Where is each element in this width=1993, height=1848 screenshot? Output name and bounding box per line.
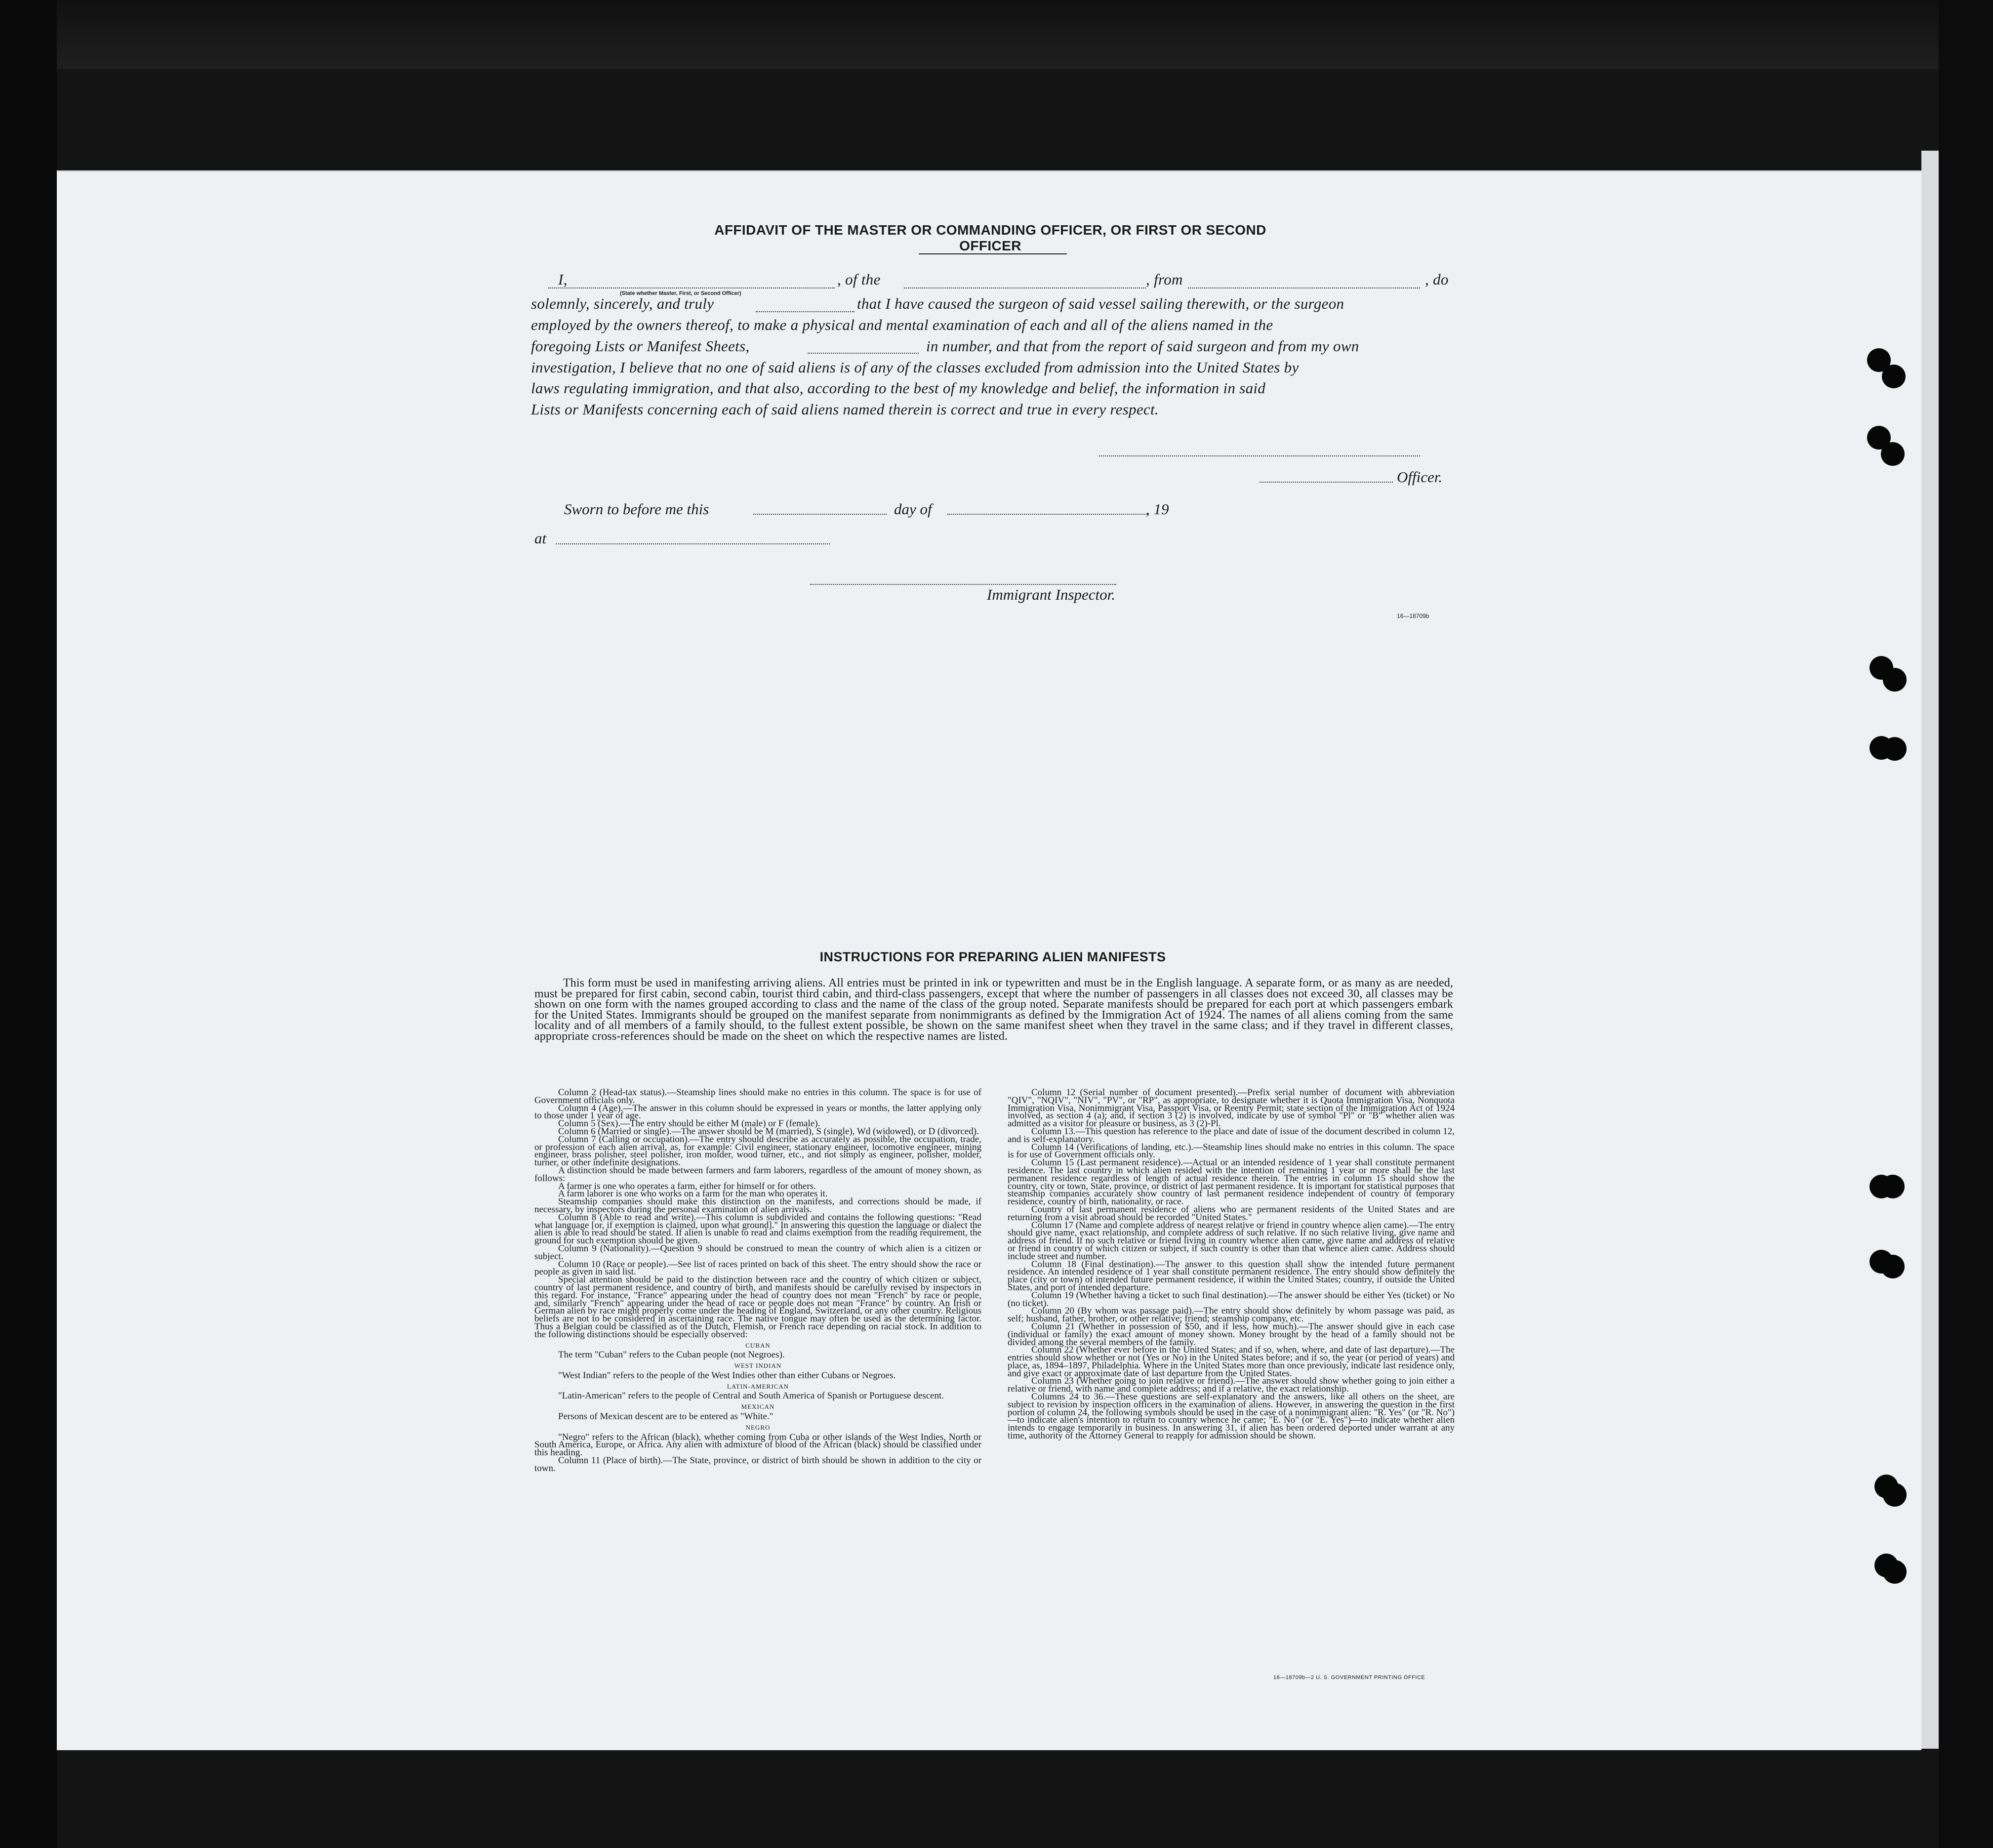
instruction-paragraph: Column 12 (Serial number of document presented).—Prefix serial number of document with abbreviation "QIV", "NQIV", "NIV", "PV", or "RP", as appropriate, to designate whether it is Quota Immigration Visa, Nonquota Immigration Visa, Nonimmigrant Visa, Passport Visa, or Reentry Permit; state section of the Immigration Act of 1924 involved, as section 4 (a); and, if section 3 (2) is involved, indicate by use of symbol "Pl" or "B" whether alien was admitted as a visitor for pleasure or business, as 3 (2)-Pl. [1008, 1087, 1455, 1129]
definition-mexican: Persons of Mexican descent are to be entered as "White." [558, 1411, 773, 1422]
definition-negro: "Negro" refers to the African (black), whether coming from Cuba or other islands of the West Indies, North or South America, Europe, or Africa. Any alien with admixture of blood of the African (black) should be classified under this heading. [534, 1432, 981, 1458]
affidavit-of-the: , of the [837, 271, 881, 288]
instruction-paragraph: Column 15 (Last permanent residence).—Actual or an intended residence of 1 year shall constitute permanent residence. The last country in which alien resided with the intention of remaining 1 year or more shall be the last permanent residence regardless of length of actual residence therein. The entries in column 15 should show the country, city or town, State, province, or district of last permanent residence. It is important for statistical purposes that steamship companies accurately show country of last permanent residence independent of country of temporary residence, country of birth, nationality, or race. [1008, 1157, 1455, 1207]
affidavit-i: I, [558, 271, 568, 288]
affidavit-solemnly: solemnly, sincerely, and truly [531, 295, 714, 312]
inspector-label: Immigrant Inspector. [987, 586, 1116, 603]
instruction-paragraph: Columns 24 to 36.—These questions are self-explanatory and the answers, like all others on the sheet, are subject to revision by inspection officers in the examination of aliens. However, in answering the question in the first portion of column 24, the following symbols should be used in the case of a nonimmigrant alien: "R. Yes" (or "R. No")—to indicate alien's intention to return to country whence he came; "E. No" (or "E. Yes")—to indicate whether alien intends to engage temporarily in business. In answering 31, if alien has been ordered deported under warrant at any time, authority of the Attorney General to reapply for admission should be shown. [1008, 1392, 1455, 1441]
instructions-intro: This form must be used in manifesting arriving aliens. All entries must be printed in ink or typewritten and must be in the English language. A separate form, or as many as are needed, must be prepared for first cabin, second cabin, tourist third cabin, and third-class passengers, except that where the number of passengers in all classes does not exceed 30, all classes may be shown on one form with the names grouped according to class and the name of the class of the group noted. Separate manifests should be prepared for each port at which passengers embark for the United States. Immigrants should be grouped on the manifest separate from nonimmigrants as defined by the Immigration Act of 1924. The names of all aliens coming from the same locality and of all members of a family should, to the fullest extent possible, be shown on the same manifest sheet when they travel in the same class; and if they travel in different classes, appropriate cross-references should be made on the sheet on which the respective names are listed. [534, 977, 1453, 1043]
affidavit-do: , do [1425, 271, 1449, 288]
vessel-name-blank[interactable] [904, 287, 1146, 288]
definition-west-indian: "West Indian" refers to the people of the West Indies other than either Cubans or Negroes. [558, 1370, 896, 1381]
printing-office-footer: 16—18709b—2 U. S. GOVERNMENT PRINTING OFFICE [1273, 1675, 1425, 1681]
heading-west-indian: WEST INDIAN [734, 1362, 782, 1370]
punch-hole-icon [1883, 1483, 1907, 1507]
affidavit-line-5: investigation, I believe that no one of said aliens is of any of the classes excluded from admission into the United States by [531, 359, 1299, 376]
instruction-paragraph: Column 8 (Able to read and write).—This column is subdivided and contains the following questions: "Read what language [or, if exemption is claimed, upon what ground]." In answering this question the language or dialect the alien is able to read should be stated. If alien is unable to read and claims exemption from the reading requirement, the ground for such exemption should be given. [534, 1212, 981, 1246]
heading-cuban: CUBAN [745, 1341, 771, 1349]
instruction-paragraph: Column 4 (Age).—The answer in this column should be expressed in years or months, the latter applying only to those under 1 year of age. [534, 1103, 981, 1121]
port-from-blank[interactable] [1188, 287, 1420, 288]
instruction-paragraph: Special attention should be paid to the distinction between race and the country of which citizen or subject, country of last permanent residence, and country of birth, and manifests should be carefully revised by inspectors in this regard. For instance, "France" appearing under the head of country does not mean "French" by race or people, and, similarly "French" appearing under the head of race or people does not mean "France" by country. An Irish or German alien by race might properly come under the heading of England, Switzerland, or any other country. Religious beliefs are not to be considered in ascertaining race. The native tongue may often be used as the determining factor. Thus a Belgian could be classified as of the Dutch, Flemish, or French race depending on racial stock. In addition to the following distinctions should be especially observed: [534, 1274, 981, 1340]
instructions-right-column [1008, 1089, 1455, 1440]
punch-hole-icon [1883, 1560, 1907, 1584]
sworn-label: Sworn to before me this [564, 500, 709, 518]
instruction-paragraph: Column 21 (Whether in possession of $50, and if less, how much).—The answer should give in each case (individual or family) the exact amount of money shown. Money brought by the head of a family should not be divided among the several members of the family. [1008, 1321, 1455, 1348]
instruction-paragraph: Column 22 (Whether ever before in the United States; and if so, when, where, and date of last departure).—The entries should show whether or not (Yes or No) in the United States before; and if so, the year (or period of years) and place, as, 1894–1897, Philadelphia. Where in the United States more than once previously, indicate last residence only, and give exact or approximate date of last departure from the United States. [1008, 1345, 1455, 1379]
punch-hole-icon [1881, 442, 1905, 466]
punch-hole-icon [1881, 1175, 1905, 1198]
instruction-paragraph: Column 20 (By whom was passage paid).—The entry should show definitely by whom passage was paid, as self; husband, father, brother, or other relative; friend; steamship company, etc. [1008, 1306, 1455, 1324]
instruction-paragraph: Column 6 (Married or single).—The answer should be M (married), S (single), Wd (widowed), or D (divorced). [558, 1126, 979, 1137]
instructions-title: INSTRUCTIONS FOR PREPARING ALIEN MANIFESTS [819, 949, 1166, 964]
year-label: , 19 [1146, 500, 1169, 518]
oath-type-blank[interactable] [756, 311, 854, 312]
instruction-paragraph: Column 13.—This question has reference to the place and date of issue of the document described in column 12, and is self-explanatory. [1008, 1126, 1455, 1145]
form-number: 16—18709b [1397, 613, 1429, 619]
affidavit-in-number: in number, and that from the report of said surgeon and from my own [926, 337, 1359, 355]
instruction-paragraph: Column 11 (Place of birth).—The State, province, or district of birth should be shown in addition to the city or town. [534, 1455, 981, 1474]
film-border-left [0, 0, 57, 1848]
definition-cuban: The term "Cuban" refers to the Cuban people (not Negroes). [558, 1350, 785, 1360]
title-rule [919, 253, 1067, 254]
affidavit-line-7: Lists or Manifests concerning each of said aliens named therein is correct and true in every respect. [531, 401, 1159, 418]
instruction-paragraph: Column 23 (Whether going to join relative or friend).—The answer should show whether going to join either a relative or friend, with name and complete address; and if a relative, the exact relationship. [1008, 1376, 1455, 1395]
inspector-signature-line[interactable] [810, 584, 1116, 585]
officer-rank-note: (State whether Master, First, or Second Officer) [620, 290, 741, 296]
sworn-month-blank[interactable] [947, 514, 1147, 515]
instruction-paragraph: Column 17 (Name and complete address of nearest relative or friend in country whence alien came).—The entry should give name, exact relationship, and complete address of such relative. If no such relative living, give name and address of friend. If no such relative or friend living in country whence alien came, give name and address of relative or friend in country of which citizen or subject, if such country is other than that whence alien came. Address should include street and number. [1008, 1220, 1455, 1262]
instruction-paragraph: Column 14 (Verifications of landing, etc.).—Steamship lines should make no entries in this column. The space is for use of Government officials only. [1008, 1142, 1455, 1160]
page-edge [1921, 151, 1939, 1749]
instruction-paragraph: Column 18 (Final destination).—The answer to this question shall show the intended future permanent residence. An intended residence of 1 year shall constitute permanent residence. The entry should show definitely the place (city or town) of intended future permanent residence, if within the United States; country, if outside the United States, and port of intended departure. [1008, 1259, 1455, 1293]
affidavit-foregoing: foregoing Lists or Manifest Sheets, [531, 337, 750, 355]
heading-mexican: MEXICAN [741, 1403, 775, 1411]
officer-rank-blank[interactable] [548, 287, 835, 288]
instruction-paragraph: A distinction should be made between farmers and farm laborers, regardless of the amount of money shown, as follows: [534, 1165, 981, 1184]
instruction-paragraph: Column 7 (Calling or occupation).—The entry should describe as accurately as possible, the occupation, trade, or profession of each alien arrival, as, for example: Civil engineer, stationary engineer, locomotive engineer, mining engineer, brass polisher, steel polisher, iron molder, wood turner, etc., and not simply as engineer, polisher, molder, turner, or other indefinite designations. [534, 1134, 981, 1168]
instruction-paragraph: Column 5 (Sex).—The entry should be either M (male) or F (female). [558, 1118, 820, 1129]
punch-hole-icon [1881, 1255, 1905, 1278]
instruction-paragraph: Country of last permanent residence of aliens who are permanent residents of the United States and are returning from a visit abroad should be recorded "United States." [1008, 1204, 1455, 1223]
day-of-label: day of [894, 500, 932, 518]
officer-title-blank[interactable] [1260, 482, 1393, 483]
affidavit-line-6: laws regulating immigration, and that also, according to the best of my knowledge and belief, the information in said [531, 379, 1266, 397]
punch-hole-icon [1882, 365, 1906, 388]
instruction-paragraph: A farmer is one who operates a farm, either for himself or for others. [558, 1181, 816, 1191]
at-label: at [534, 530, 547, 547]
instruction-paragraph: Column 19 (Whether having a ticket to such final destination).—The answer should be either Yes (ticket) or No (no ticket). [1008, 1290, 1455, 1309]
instruction-paragraph: Column 2 (Head-tax status).—Steamship lines should make no entries in this column. The space is for use of Government officials only. [534, 1087, 981, 1106]
officer-label: Officer. [1397, 468, 1443, 486]
affidavit-surgeon: that I have caused the surgeon of said vessel sailing therewith, or the surgeon [857, 295, 1344, 312]
film-border-top [0, 0, 1993, 69]
heading-latin-american: LATIN-AMERICAN [727, 1382, 789, 1390]
affidavit-title: AFFIDAVIT OF THE MASTER OR COMMANDING OFFICER, OR FIRST OR SECOND OFFICER [714, 222, 1266, 253]
affidavit-from: , from [1146, 271, 1183, 288]
affidavit-line-3: employed by the owners thereof, to make a physical and mental examination of each and all of the aliens named in the [531, 316, 1273, 333]
instruction-paragraph: Steamship companies should make this distinction on the manifests, and corrections should be made, if necessary, by inspectors during the personal examination of alien arrivals. [534, 1196, 981, 1215]
sheet-count-blank[interactable] [808, 353, 919, 354]
punch-hole-icon [1883, 668, 1907, 692]
definition-latin-american: "Latin-American" refers to the people of Central and South America of Spanish or Portuguese descent. [558, 1391, 944, 1401]
sworn-day-blank[interactable] [753, 514, 887, 515]
officer-signature-line[interactable] [1099, 455, 1420, 456]
instruction-paragraph: A farm laborer is one who works on a farm for the man who operates it. [558, 1189, 828, 1199]
instruction-paragraph: Column 9 (Nationality).—Question 9 should be construed to mean the country of which alien is a citizen or subject. [534, 1243, 981, 1262]
film-border-right [1939, 0, 1993, 1848]
place-blank[interactable] [556, 543, 830, 544]
instructions-left-column [534, 1089, 981, 1473]
punch-hole-icon [1883, 737, 1907, 761]
instruction-paragraph: Column 10 (Race or people).—See list of races printed on back of this sheet. The entry should show the race or people as given in said list. [534, 1259, 981, 1277]
heading-negro: NEGRO [745, 1423, 771, 1431]
